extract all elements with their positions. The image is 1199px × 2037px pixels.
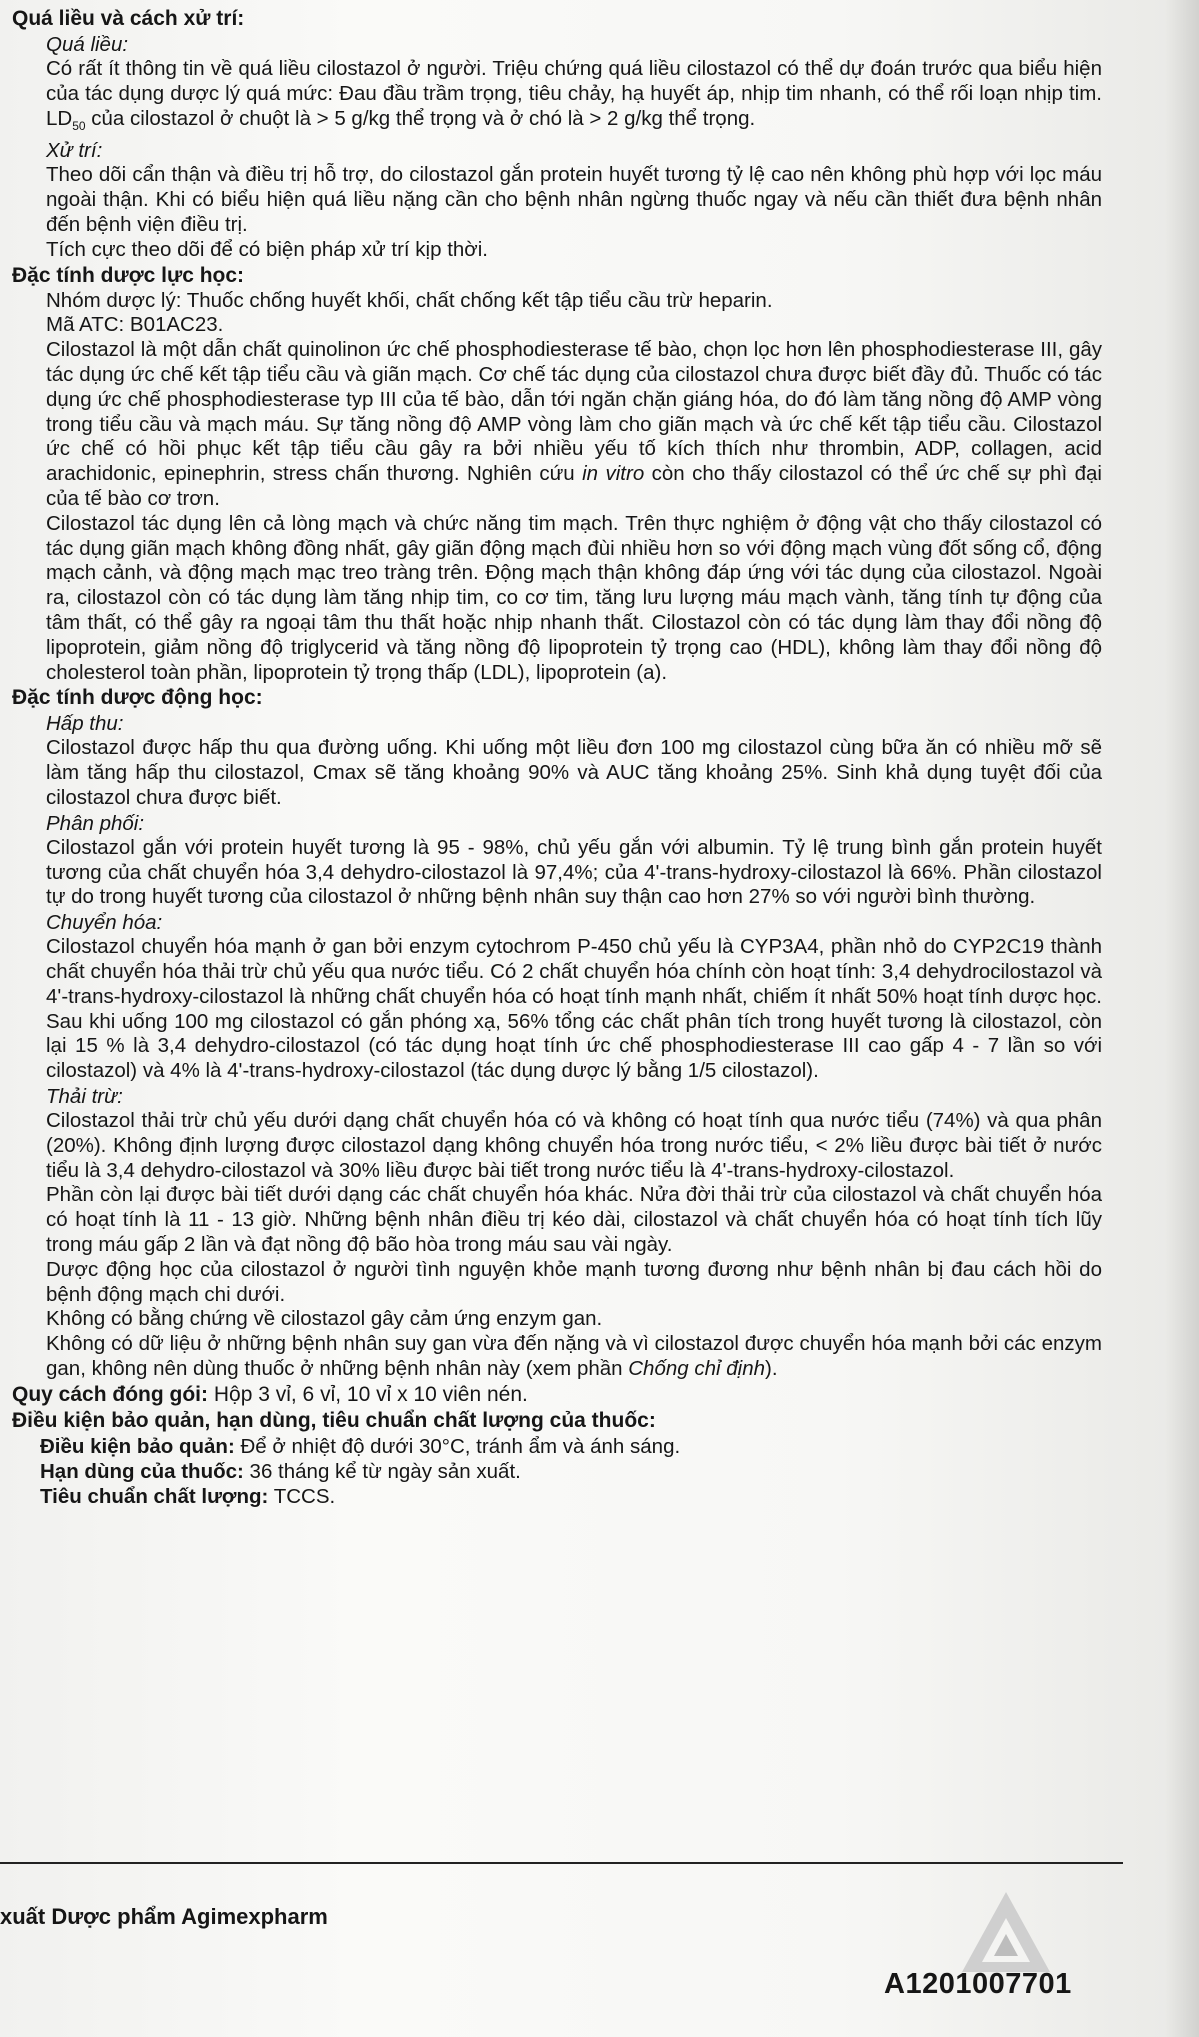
storage-condition: Điều kiện bảo quản: Để ở nhiệt độ dưới 30°C, tránh ẩm và ánh sáng. — [40, 1434, 681, 1458]
pharmacokinetics-heading: Đặc tính dược động học: — [12, 686, 263, 710]
distribution-paragraph: Cilostazol gắn với protein huyết tương là 95 - 98%, chủ yếu gắn với albumin. Tỷ lệ trung bình gắn protein huyết tương của chất chuyển hóa 3,4 dehydro-cilostazol là 97,4%; của 4'-trans-hydroxy-cilostazol là 66%. Phần cilostazol tự do trong huyết tương của cilostazol ở những bệnh nhân suy thận cao hơn 27% so với người bình thường. — [46, 835, 1102, 909]
atc-code: Mã ATC: B01AC23. — [46, 313, 224, 337]
overdose-subheading: Quá liều: — [46, 33, 129, 56]
overdose-paragraph: Có rất ít thông tin về quá liều cilostazol ở người. Triệu chứng quá liều cilostazol có thể dự đoán trước qua biểu hiện của tác dụng dược lý quá mức: Đau đầu trầm trọng, tiêu chảy, hạ huyết áp, nhịp tim nhanh, có thể rối loạn nhịp tim. $LD_{50}$ của cilostazol ở chuột là > 5 g/kg thể trọng và ở chó là > 2 g/kg thể trọng. — [46, 57, 1102, 133]
storage-heading: Điều kiện bảo quản, hạn dùng, tiêu chuẩn chất lượng của thuốc: — [12, 1408, 656, 1432]
elimination-paragraph: Cilostazol thải trừ chủ yếu dưới dạng chất chuyển hóa có và không có hoạt tính qua nước tiểu (74%) và qua phân (20%). Không định lượng được cilostazol dạng không chuyển hóa trong nước tiểu, < 2% liều được bài tiết ở nước tiểu là 3,4 dehydro-cilostazol và 30% liều được bài tiết trong nước tiểu là 4'-trans-hydroxy-cilostazol. — [46, 1108, 1102, 1182]
absorption-paragraph: Cilostazol được hấp thu qua đường uống. Khi uống một liều đơn 100 mg cilostazol cùng bữa ăn có nhiều mỡ sẽ làm tăng hấp thu cilostazol, Cmax sẽ tăng khoảng 90% và AUC tăng khoảng 25%. Sinh khả dụng tuyệt đối của cilostazol chưa được biết. — [46, 736, 1102, 810]
ld-subscript: 50 — [72, 118, 86, 133]
pharmacodynamics-paragraph-2: Cilostazol tác dụng lên cả lòng mạch và chức năng tim mạch. Trên thực nghiệm ở động vật cho thấy cilostazol có tác dụng giãn mạch không đồng nhất, gây giãn động mạch đùi nhiều hơn so với động mạch vùng đốt sống cổ, động mạch cảnh, và động mạch mạc treo tràng trên. Động mạch thận không đáp ứng với tác dụng của cilostazol. Ngoài ra, cilostazol còn có tác dụng làm tăng nhịp tim, co cơ tim, tăng lưu lượng máu mạch vành, tăng tính tự động của tâm thất, có thể gây ra ngoại tâm thu thất hoặc nhịp nhanh thất. Cilostazol còn có tác dụng làm thay đổi nồng độ lipoprotein, giảm nồng độ triglycerid và tăng nồng độ lipoprotein tỷ trọng cao (HDL), không làm thay đổi nồng độ cholesterol toàn phần, lipoprotein tỷ trọng thấp (LDL), lipoprotein (a). — [46, 511, 1102, 684]
elimination-paragraph-5: Không có dữ liệu ở những bệnh nhân suy gan vừa đến nặng và vì cilostazol được chuyển hóa mạnh bởi các enzym gan, không nên dùng thuốc ở những bệnh nhân này (xem phần Chống chỉ định). — [46, 1332, 1102, 1380]
elimination-paragraph-2: Phần còn lại được bài tiết dưới dạng các chất chuyển hóa khác. Nửa đời thải trừ của cilostazol và chất chuyển hóa có hoạt tính là 11 - 13 giờ. Những bệnh nhân điều trị kéo dài, cilostazol và chất chuyển hóa có hoạt tính tích lũy trong máu gấp 2 lần và đạt nồng độ bão hòa trong máu sau vài ngày. — [46, 1183, 1102, 1256]
elimination-paragraph-4: Không có bằng chứng về cilostazol gây cảm ứng enzym gan. — [46, 1307, 603, 1331]
elimination-subheading: Thải trừ: — [46, 1084, 123, 1108]
triangle-logo-icon — [958, 1888, 1054, 1978]
manufacturer-name: xuất Dược phẩm Agimexpharm — [0, 1904, 328, 1929]
elimination-paragraph-3: Dược động học của cilostazol ở người tình nguyện khỏe mạnh tương đương như bệnh nhân bị đau cách hồi do bệnh động mạch chi dưới. — [46, 1257, 1102, 1306]
leaflet-content — [12, 6, 1102, 1509]
pharmacologic-group: Nhóm dược lý: Thuốc chống huyết khối, chất chống kết tập tiểu cầu trừ heparin. — [46, 288, 773, 312]
metabolism-subheading: Chuyển hóa: — [46, 911, 163, 935]
quality-standard: Tiêu chuẩn chất lượng: TCCS. — [40, 1484, 336, 1508]
document-code: A1201007701 — [884, 1968, 1072, 2000]
distribution-subheading: Phân phối: — [46, 811, 145, 835]
management-subheading: Xử trí: — [46, 139, 103, 163]
footer-divider — [0, 1862, 1123, 1864]
metabolism-paragraph: Cilostazol chuyển hóa mạnh ở gan bởi enzym cytochrom P-450 chủ yếu là CYP3A4, phần nhỏ do CYP2C19 thành chất chuyển hóa thải trừ chủ yếu qua nước tiểu. Có 2 chất chuyển hóa chính còn hoạt tính: 3,4 dehydrocilostazol và 4'-trans-hydroxy-cilostazol là những chất chuyển hóa có hoạt tính mạnh nhất, chiếm ít nhất 50% hoạt tính dược học. Sau khi uống 100 mg cilostazol có gắn phóng xạ, 56% tổng các chất phân tích trong huyết tương là cilostazol, còn lại 15 % là 3,4 dehydro-cilostazol (có tác dụng hoạt tính ức chế phosphodiesterase III cao gấp 4 - 7 lần so với cilostazol) và 4% là 4'-trans-hydroxy-cilostazol (tác dụng dược lý bằng 1/5 cilostazol). — [46, 935, 1102, 1083]
shelf-life: Hạn dùng của thuốc: 36 tháng kể từ ngày sản xuất. — [40, 1459, 521, 1483]
pharmacodynamics-paragraph-1: Cilostazol là một dẫn chất quinolinon ức chế phosphodiesterase tế bào, chọn lọc hơn lên phosphodiesterase III, gây tác dụng ức chế kết tập tiểu cầu và giãn mạch. Cơ chế tác dụng của cilostazol chưa được biết đầy đủ. Thuốc có tác dụng ức chế phosphodiesterase typ III của tế bào, dẫn tới ngăn chặn giáng hóa, do đó làm tăng nồng độ AMP vòng trong tiểu cầu và mạch máu. Sự tăng nồng độ AMP vòng làm cho giãn mạch và ức chế kết tập tiểu cầu. Cilostazol ức chế có hồi phục kết tập tiểu cầu gây ra bởi nhiều yếu tố kích thích như thrombin, ADP, collagen, acid arachidonic, epinephrin, stress chấn thương. Nghiên cứu in vitro còn cho thấy cilostazol có thể ức chế sự phì đại của tế bào cơ trơn. — [46, 338, 1102, 511]
pharmacodynamics-heading: Đặc tính dược lực học: — [12, 263, 245, 287]
page-edge-shadow — [1165, 0, 1199, 2037]
packaging-line: Quy cách đóng gói: Hộp 3 vỉ, 6 vỉ, 10 vỉ x 10 viên nén. — [12, 1382, 528, 1406]
management-paragraph-2: Tích cực theo dõi để có biện pháp xử trí kịp thời. — [46, 237, 489, 261]
overdose-heading: Quá liều và cách xử trí: — [12, 7, 245, 30]
management-paragraph: Theo dõi cẩn thận và điều trị hỗ trợ, do cilostazol gắn protein huyết tương tỷ lệ cao nên không phù hợp với lọc máu ngoài thận. Khi có biểu hiện quá liều nặng cần cho bệnh nhân ngừng thuốc ngay và nếu cần thiết đưa bệnh nhân đến bệnh viện điều trị. — [46, 163, 1102, 237]
absorption-subheading: Hấp thu: — [46, 712, 124, 736]
